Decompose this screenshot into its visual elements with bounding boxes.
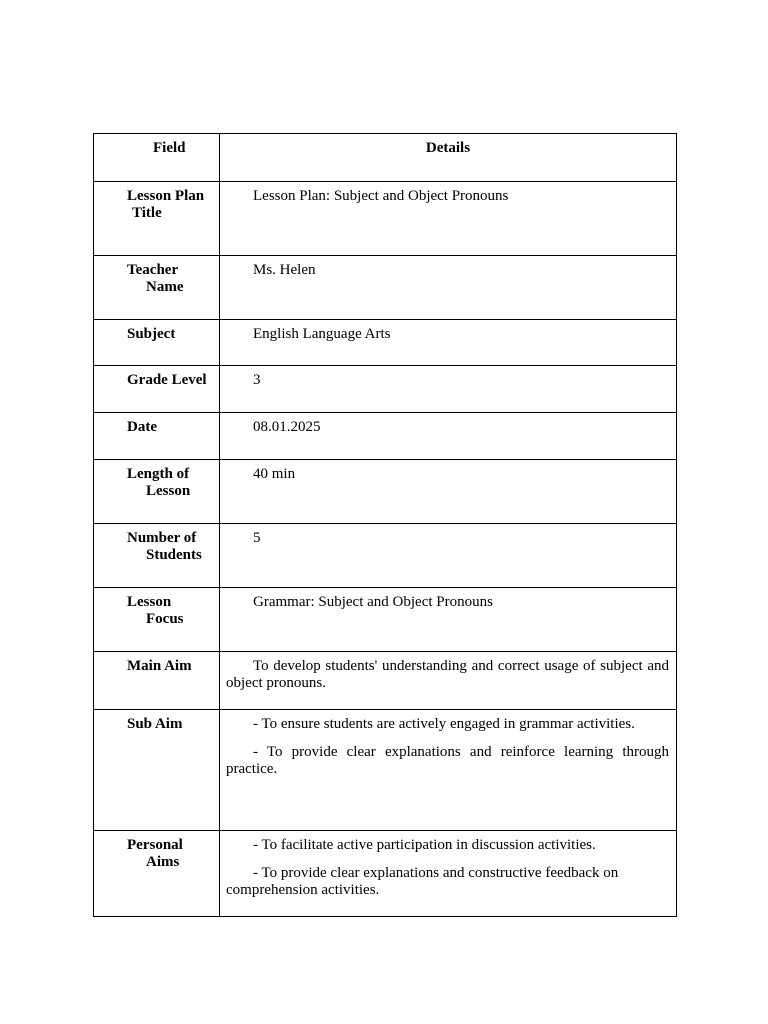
field-label: Personal Aims [127, 837, 183, 870]
field-label: Lesson Plan Title [127, 188, 205, 221]
table-row [94, 366, 677, 413]
field-label: Date [127, 419, 157, 435]
detail-text: To develop students' understanding and correct usage of subject and object pronouns. [226, 658, 669, 691]
detail-cell [220, 256, 677, 320]
detail-cell [220, 524, 677, 588]
table-row [94, 652, 677, 710]
detail-text: - To provide clear explanations and constructive feedback on comprehension activities. [226, 865, 619, 898]
field-cell [94, 710, 220, 831]
table-row [94, 831, 677, 917]
field-cell [94, 366, 220, 413]
field-label: Main Aim [127, 658, 192, 674]
field-label: Lesson Focus [127, 594, 184, 627]
detail-cell [220, 182, 677, 256]
field-cell [94, 652, 220, 710]
field-cell [94, 320, 220, 366]
table-row [94, 256, 677, 320]
detail-cell [220, 320, 677, 366]
table-row [94, 588, 677, 652]
detail-cell [220, 366, 677, 413]
detail-cell [220, 710, 677, 831]
field-cell [94, 460, 220, 524]
detail-cell [220, 413, 677, 460]
lesson-plan-table [93, 133, 677, 917]
field-cell [94, 413, 220, 460]
detail-text: - To ensure students are actively engaged in grammar activities. [253, 716, 635, 732]
field-label: Number of Students [127, 530, 202, 563]
header-field: Field [94, 134, 220, 182]
detail-text: Grammar: Subject and Object Pronouns [253, 594, 493, 610]
detail-cell [220, 652, 677, 710]
field-cell [94, 831, 220, 917]
header-details: Details [220, 134, 677, 182]
field-label: Grade Level [127, 372, 207, 388]
table-header-row [94, 134, 677, 182]
table-row [94, 524, 677, 588]
detail-text: 3 [253, 372, 261, 388]
table-row [94, 710, 677, 831]
detail-text: - To facilitate active participation in discussion activities. [253, 837, 596, 853]
field-cell [94, 524, 220, 588]
field-cell [94, 182, 220, 256]
detail-text: English Language Arts [253, 326, 391, 342]
detail-text: 08.01.2025 [253, 419, 321, 435]
detail-text: - To provide clear explanations and reinforce learning through practice. [226, 744, 669, 777]
field-cell [94, 588, 220, 652]
detail-cell [220, 460, 677, 524]
detail-cell [220, 588, 677, 652]
detail-text: 40 min [253, 466, 296, 482]
detail-text: Lesson Plan: Subject and Object Pronouns [253, 188, 509, 204]
detail-cell [220, 831, 677, 917]
table-row [94, 320, 677, 366]
table-row [94, 460, 677, 524]
field-cell [94, 256, 220, 320]
table-row [94, 413, 677, 460]
field-label: Length of Lesson [127, 466, 191, 499]
field-label: Teacher Name [127, 262, 184, 295]
field-label: Sub Aim [127, 716, 183, 732]
field-label: Subject [127, 326, 176, 342]
detail-text: 5 [253, 530, 261, 546]
table-row [94, 182, 677, 256]
detail-text: Ms. Helen [253, 262, 316, 278]
